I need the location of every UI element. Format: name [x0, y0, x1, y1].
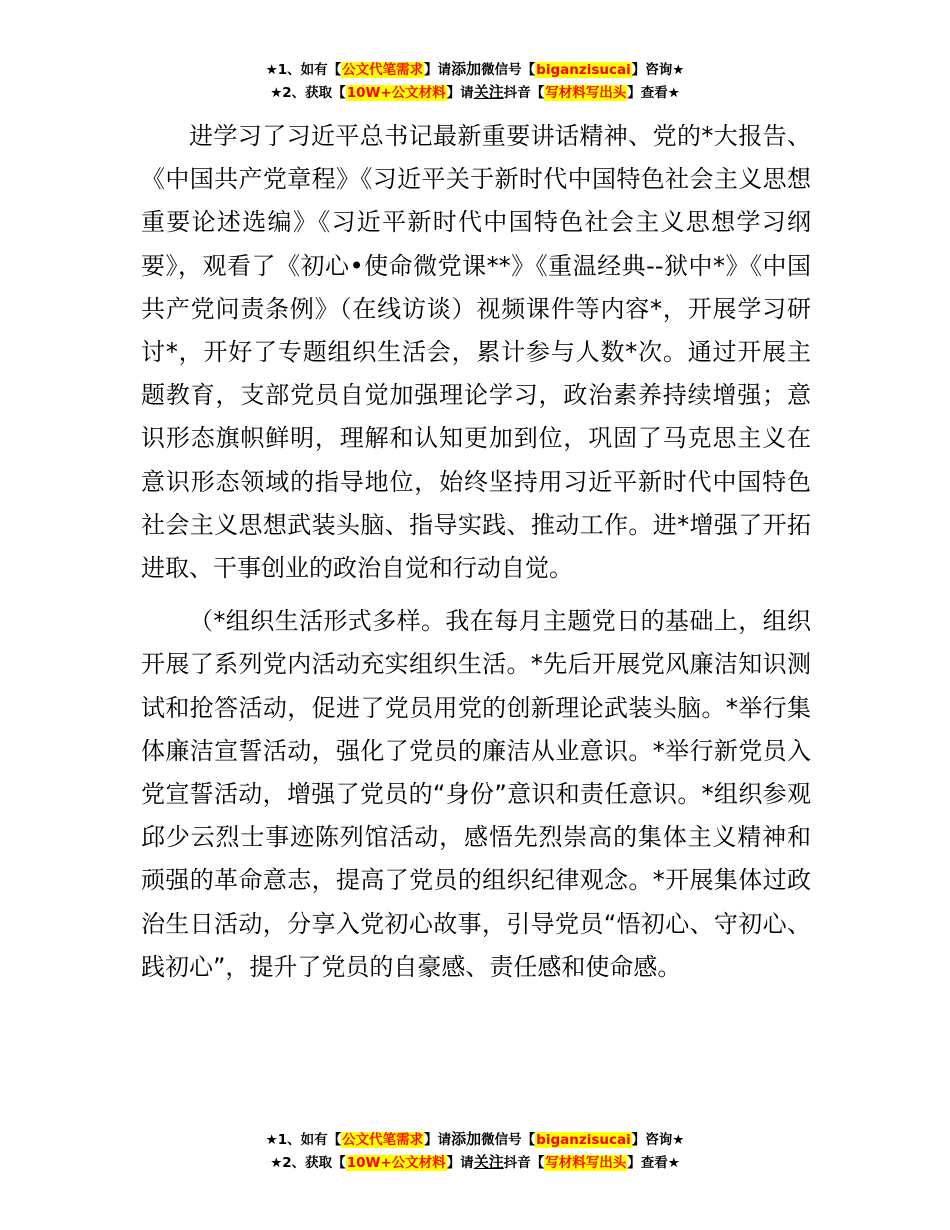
materials-highlight: 10W+公文材料 [346, 85, 446, 101]
body-paragraph-2: （*组织生活形式多样。我在每月主题党日的基础上，组织开展了系列党内活动充实组织生活。*先后开展党风廉洁知识测试和抢答活动，促进了党员用党的创新理论武装头脑。*举行集体廉洁宣誓活动，强化了党员的廉洁从业意识。*举行新党员入党宣誓活动，增强了党员的“身份”意识和责任意识。*组织参观邱少云烈士事迹陈列馆活动，感悟先烈崇高的集体主义精神和顽强的革命意志，提高了党员的组织纪律观念。*开展集体过政治生日活动，分享入党初心故事，引导党员“悟初心、守初心、践初心”，提升了党员的自豪感、责任感和使命感。 [141, 607, 811, 981]
materials-highlight: 10W+公文材料 [346, 1155, 446, 1171]
banner-text: 】查看★ [627, 1155, 680, 1171]
follow-emphasis: 关注 [473, 83, 504, 101]
douyin-id-highlight: 写材料写出头 [545, 1155, 627, 1171]
douyin-id-highlight: 写材料写出头 [545, 85, 627, 101]
banner-text: 】请 [424, 62, 452, 78]
banner-text: ★1、如有【 [265, 62, 342, 78]
demand-highlight: 公文代笔需求 [342, 62, 424, 78]
banner-text: 】咨询★ [631, 62, 685, 78]
banner-line-2 [0, 81, 950, 104]
banner-line-2 [0, 1151, 950, 1174]
document-body [141, 115, 811, 999]
banner-line-1 [0, 58, 950, 81]
wechat-id-highlight: biganzisucai [536, 62, 631, 78]
add-emphasis: 添加 [451, 60, 482, 78]
header-banner [0, 58, 950, 104]
banner-text: 抖音【 [503, 85, 545, 101]
banner-text: 微信号【 [481, 1132, 536, 1148]
banner-text: 】请 [424, 1132, 452, 1148]
banner-text: 】请 [446, 85, 474, 101]
add-emphasis: 添加 [451, 1130, 482, 1148]
banner-text: ★1、如有【 [265, 1132, 342, 1148]
banner-text: 】查看★ [627, 85, 680, 101]
banner-text: 】咨询★ [631, 1132, 685, 1148]
banner-text: 抖音【 [503, 1155, 545, 1171]
banner-text: 】请 [446, 1155, 474, 1171]
banner-line-1 [0, 1128, 950, 1151]
banner-text: ★2、获取【 [270, 85, 346, 101]
follow-emphasis: 关注 [473, 1153, 504, 1171]
demand-highlight: 公文代笔需求 [342, 1132, 424, 1148]
banner-text: ★2、获取【 [270, 1155, 346, 1171]
banner-text: 微信号【 [481, 62, 536, 78]
wechat-id-highlight: biganzisucai [536, 1132, 631, 1148]
body-paragraph-1: 进学习了习近平总书记最新重要讲话精神、党的*大报告、《中国共产党章程》《习近平关于新时代中国特色社会主义思想重要论述选编》《习近平新时代中国特色社会主义思想学习纲要》，观看了《初心•使命微党课**》《重温经典--狱中*》《中国共产党问责条例》（在线访谈）视频课件等内容*，开展学习研讨*，开好了专题组织生活会，累计参与人数*次。通过开展主题教育，支部党员自觉加强理论学习，政治素养持续增强；意识形态旗帜鲜明，理解和认知更加到位，巩固了马克思主义在意识形态领域的指导地位，始终坚持用习近平新时代中国特色社会主义思想武装头脑、指导实践、推动工作。进*增强了开拓进取、干事创业的政治自觉和行动自觉。 [141, 122, 811, 583]
footer-banner [0, 1128, 950, 1174]
